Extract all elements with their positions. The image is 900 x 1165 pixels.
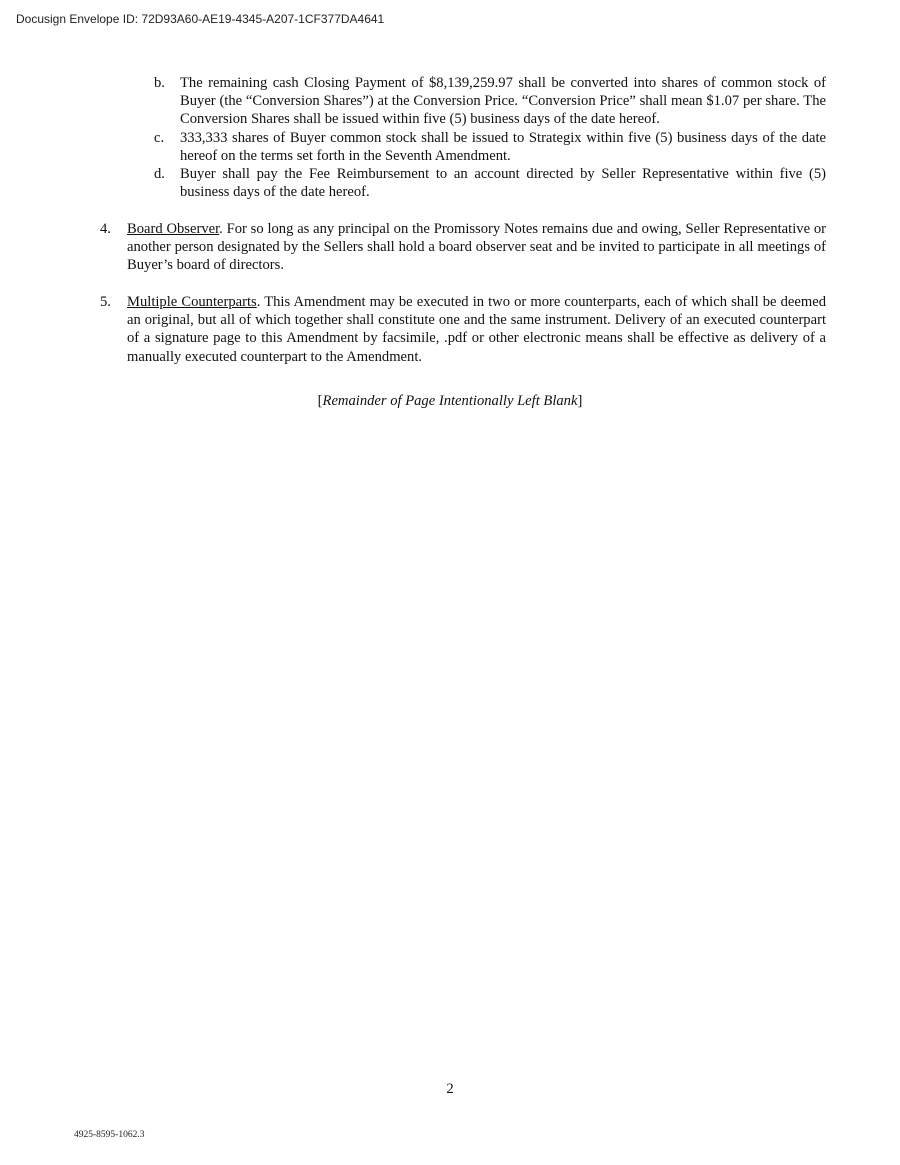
page-number: 2 <box>446 1081 454 1097</box>
section-board-observer <box>100 220 827 275</box>
section-heading: Board Observer <box>127 220 220 237</box>
section-multiple-counterparts <box>100 293 826 366</box>
sub-item-b <box>154 74 826 129</box>
sub-item-text: 333,333 shares of Buyer common stock shall be issued to Strategix within five (5) business days of the date hereof on the terms set forth in the Seventh Amendment. <box>180 129 826 164</box>
open-bracket: [ <box>317 392 323 409</box>
sub-item-c <box>154 129 826 165</box>
section-text: . For so long as any principal on the Promissory Notes remains due and owing, Seller Representative or another person designated by the Sellers shall hold a board observer seat and be invited to participate in all meetings of Buyer’s board of directors. <box>127 220 827 274</box>
docusign-envelope-id: Docusign Envelope ID: 72D93A60-AE19-4345-A207-1CF377DA4641 <box>16 12 385 26</box>
section-heading: Multiple Counterparts <box>127 294 257 311</box>
sub-item-marker: b. <box>154 75 165 91</box>
remainder-text: Remainder of Page Intentionally Left Blank <box>322 392 578 409</box>
document-body <box>0 74 900 410</box>
remainder-blank-notice <box>0 392 900 410</box>
sub-item-marker: c. <box>154 129 165 146</box>
section-text: . This Amendment may be executed in two or more counterparts, each of which shall be deemed an original, but all of which together shall constitute one and the same instrument. Delivery of an executed counterpart of a signature page to this Amendment by facsimile, .pdf or other electronic means shall be effective as delivery of a manually executed counterpart to the Amendment. <box>127 294 826 365</box>
section-number: 4. <box>100 220 111 237</box>
close-bracket: ] <box>577 392 583 409</box>
sub-item-text: The remaining cash Closing Payment of $8,139,259.97 shall be converted into shares of common stock of Buyer (the “Conversion Shares”) at the Conversion Price. “Conversion Price” shall mean $1.07 per share. The Conversion Shares shall be issued within five (5) business days of the date hereof. <box>180 75 826 128</box>
document-code: 4925-8595-1062.3 <box>74 1130 145 1140</box>
sub-item-text: Buyer shall pay the Fee Reimbursement to an account directed by Seller Representative within five (5) business days of the date hereof. <box>180 166 826 201</box>
section-number: 5. <box>100 294 111 311</box>
sub-item-d <box>154 165 826 201</box>
sub-item-marker: d. <box>154 166 165 183</box>
